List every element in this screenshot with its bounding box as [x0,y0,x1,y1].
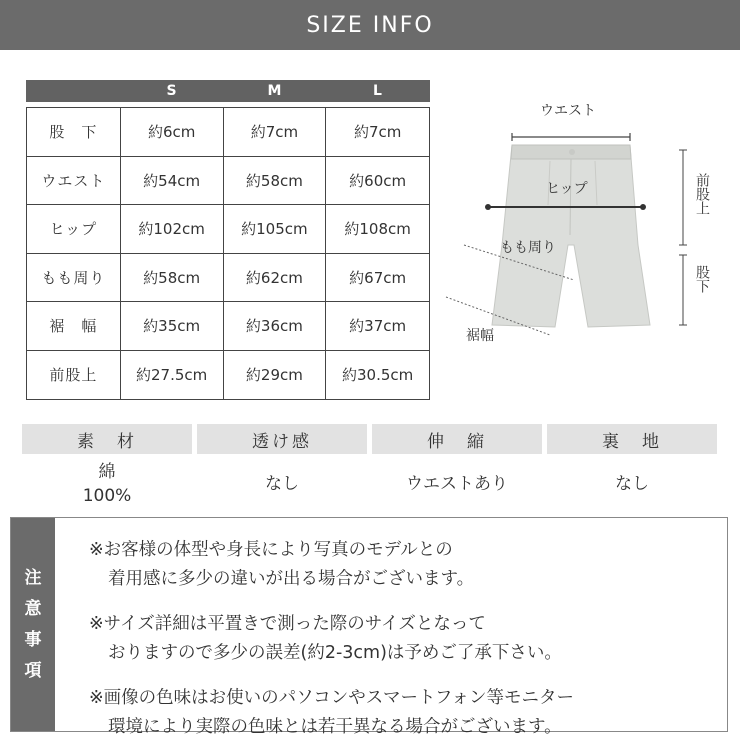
table-row [27,302,429,351]
table-cell: 約58cm [121,254,224,302]
row-label: ヒップ [27,205,121,253]
header-banner [0,0,740,50]
table-cell: 約35cm [121,302,224,350]
note-item: ※お客様の体型や身長により写真のモデルとの 着用感に多少の違いが出る場合がございます。 [89,540,475,589]
hip-label: ヒップ [546,181,588,197]
table-cell: 約102cm [121,205,224,253]
measurement-diagram [440,95,740,355]
lining-header: 裏 地 [547,424,717,454]
table-cell: 約105cm [224,205,327,253]
material-header: 素 材 [22,424,192,454]
table-row [27,157,429,206]
size-column-l: L [373,83,382,99]
material-value: 綿 100% [82,462,132,506]
size-table-header [26,80,430,102]
sheerness-block [197,424,367,514]
lining-value: なし [615,474,649,494]
stretch-value: ウエストあり [406,474,508,494]
table-cell: 約29cm [224,351,327,400]
note-item: ※画像の色味はお使いのパソコンやスマートフォン等モニター 環境により実際の色味とは若干異なる場合がございます。 [89,688,575,737]
table-cell: 約58cm [224,157,327,205]
table-row [27,108,429,157]
page-title: SIZE INFO [306,12,434,38]
table-cell: 約37cm [349,317,407,336]
shorts-illustration [440,95,740,355]
size-table-body [26,107,430,400]
table-cell: 約62cm [224,254,327,302]
inseam-label: 股下 [694,265,710,293]
table-cell: 約54cm [121,157,224,205]
material-block [22,424,192,514]
table-cell: 約7cm [353,123,402,142]
table-cell: 約108cm [344,220,411,239]
sheerness-header: 透け感 [197,424,367,454]
size-column-m: M [267,83,282,99]
row-label: 前股上 [27,351,121,400]
lining-block [547,424,717,514]
size-column-s: S [166,83,177,99]
table-row [27,205,429,254]
table-row [27,254,429,303]
row-label: 股 下 [27,108,121,156]
notes-box [10,517,728,737]
waist-label: ウエスト [540,103,596,119]
size-table [26,80,430,400]
front-rise-label: 前股上 [694,173,710,215]
table-cell: 約60cm [349,171,407,190]
table-cell: 約67cm [349,268,407,287]
stretch-block [372,424,542,514]
table-cell: 約7cm [224,108,327,156]
sheerness-value: なし [265,474,299,494]
stretch-header: 伸 縮 [372,424,542,454]
note-item: ※サイズ詳細は平置きで測った際のサイズとなって おりますので多少の誤差(約2-3cm)は予めご了承下さい。 [89,614,562,663]
table-cell: 約30.5cm [342,366,414,385]
table-cell: 約27.5cm [121,351,224,400]
table-cell: 約36cm [224,302,327,350]
row-label: 裾 幅 [27,302,121,350]
row-label: ウエスト [27,157,121,205]
row-label: もも周り [27,254,121,302]
table-row [27,351,429,400]
notes-body [89,536,574,740]
table-cell: 約6cm [121,108,224,156]
hem-label: 裾幅 [466,328,494,344]
thigh-label: もも周り [500,240,556,256]
notes-side-label: 注 意 事 項 [11,518,55,731]
